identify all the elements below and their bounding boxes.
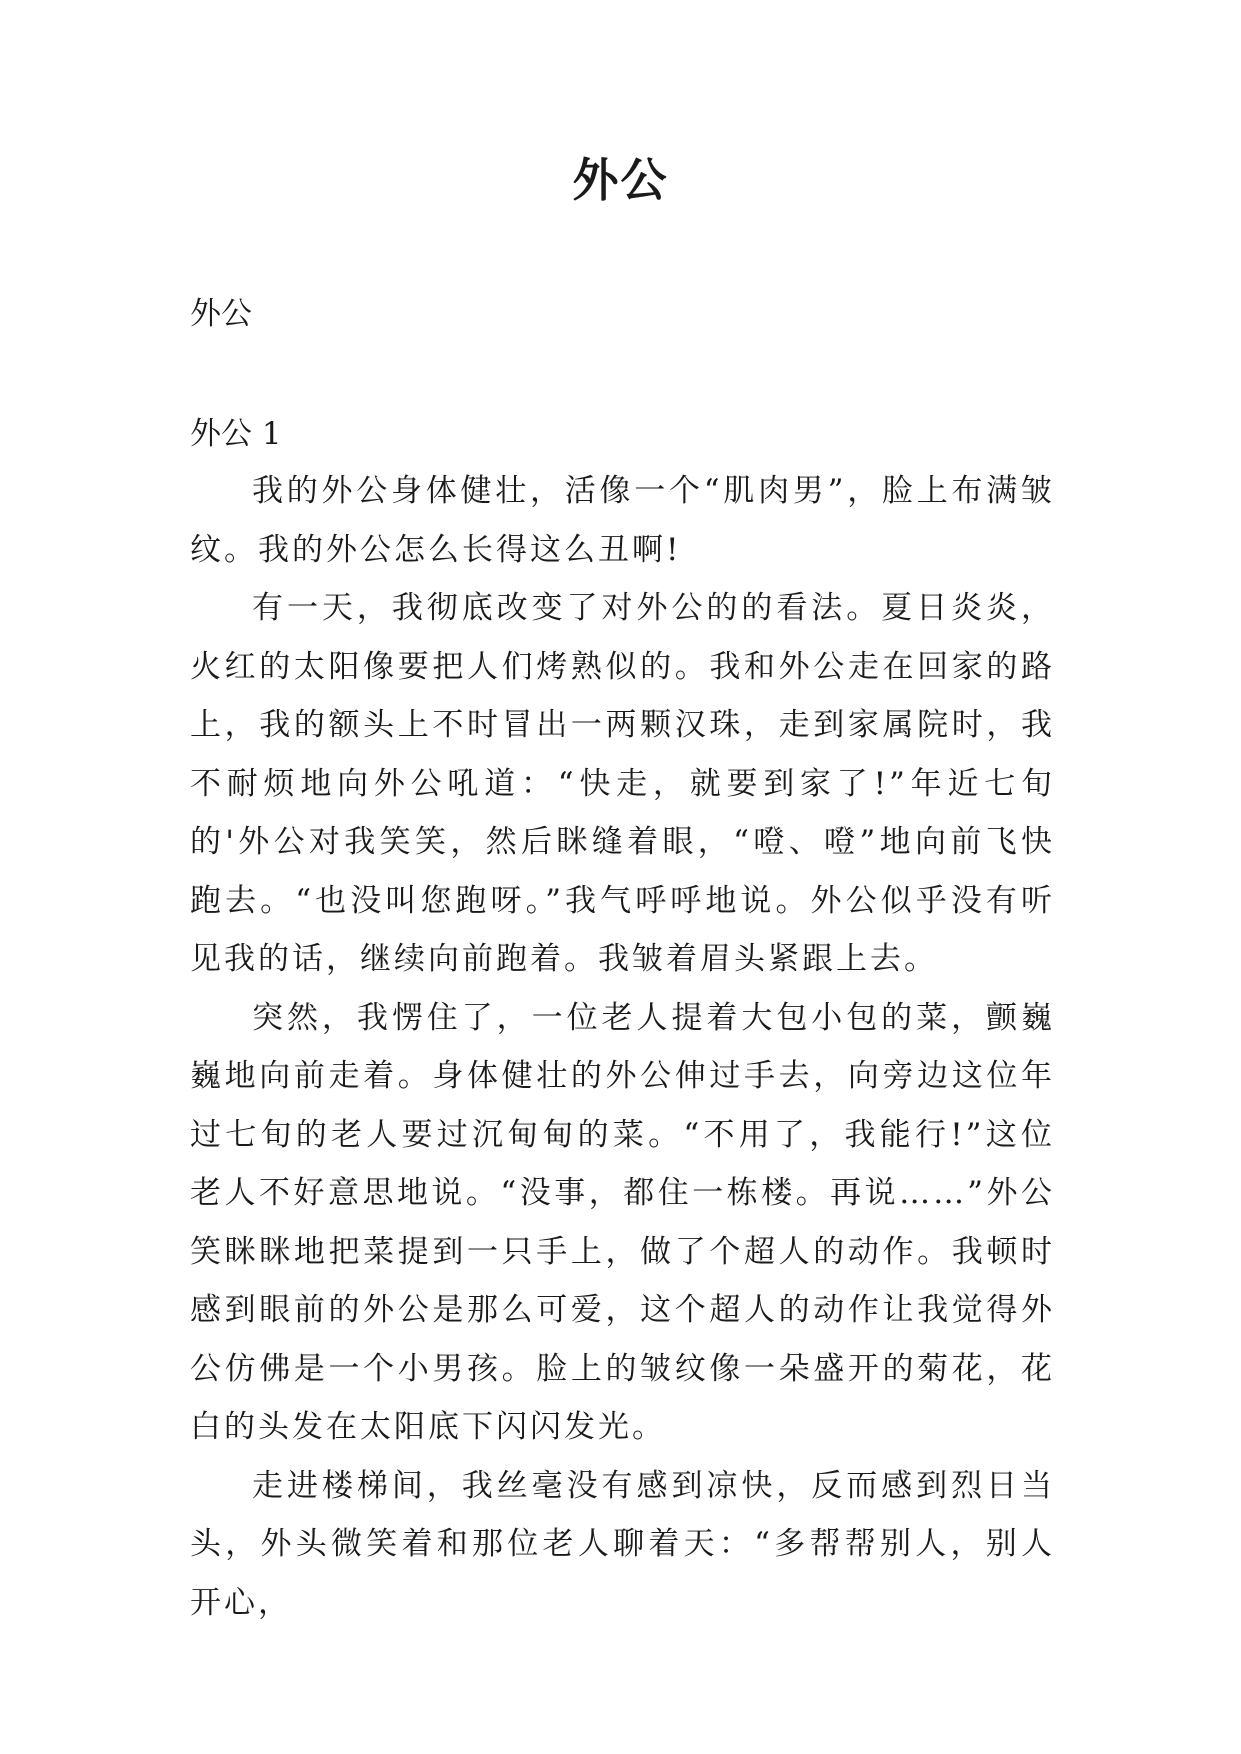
paragraph: 我的外公身体健壮，活像一个“肌肉男”，脸上布满皱纹。我的外公怎么长得这么丑啊! bbox=[190, 473, 1055, 568]
paragraph: 有一天，我彻底改变了对外公的的看法。夏日炎炎，火红的太阳像要把人们烤熟似的。我和外公走在回家的路上，我的额头上不时冒出一两颗汉珠，走到家属院时，我不耐烦地向外公吼道：“快走，就要到家了!”年近七旬的'外公对我笑笑，然后眯缝着眼，“噔、噔”地向前飞快跑去。“也没叫您跑呀。”我气呼呼地说。外公似乎没有听见我的话，继续向前跑着。我皱着眉头紧跟上去。 bbox=[190, 590, 1055, 977]
document-body bbox=[190, 462, 1055, 1632]
paragraph: 突然，我愣住了，一位老人提着大包小包的菜，颤巍巍地向前走着。身体健壮的外公伸过手去，向旁边这位年过七旬的老人要过沉甸甸的菜。“不用了，我能行!”这位老人不好意思地说。“没事，都住一栋楼。再说……”外公笑眯眯地把菜提到一只手上，做了个超人的动作。我顿时感到眼前的外公是那么可爱，这个超人的动作让我觉得外公仿佛是一个小男孩。脸上的皱纹像一朵盛开的菊花，花白的头发在太阳底下闪闪发光。 bbox=[190, 999, 1055, 1445]
section-heading: 外公 1 bbox=[190, 416, 282, 452]
document-title: 外公 bbox=[572, 153, 669, 207]
paragraph: 走进楼梯间，我丝毫没有感到凉快，反而感到烈日当头，外头微笑着和那位老人聊着天：“多帮帮别人，别人开心， bbox=[190, 1467, 1055, 1621]
document-subtitle: 外公 bbox=[190, 296, 252, 332]
